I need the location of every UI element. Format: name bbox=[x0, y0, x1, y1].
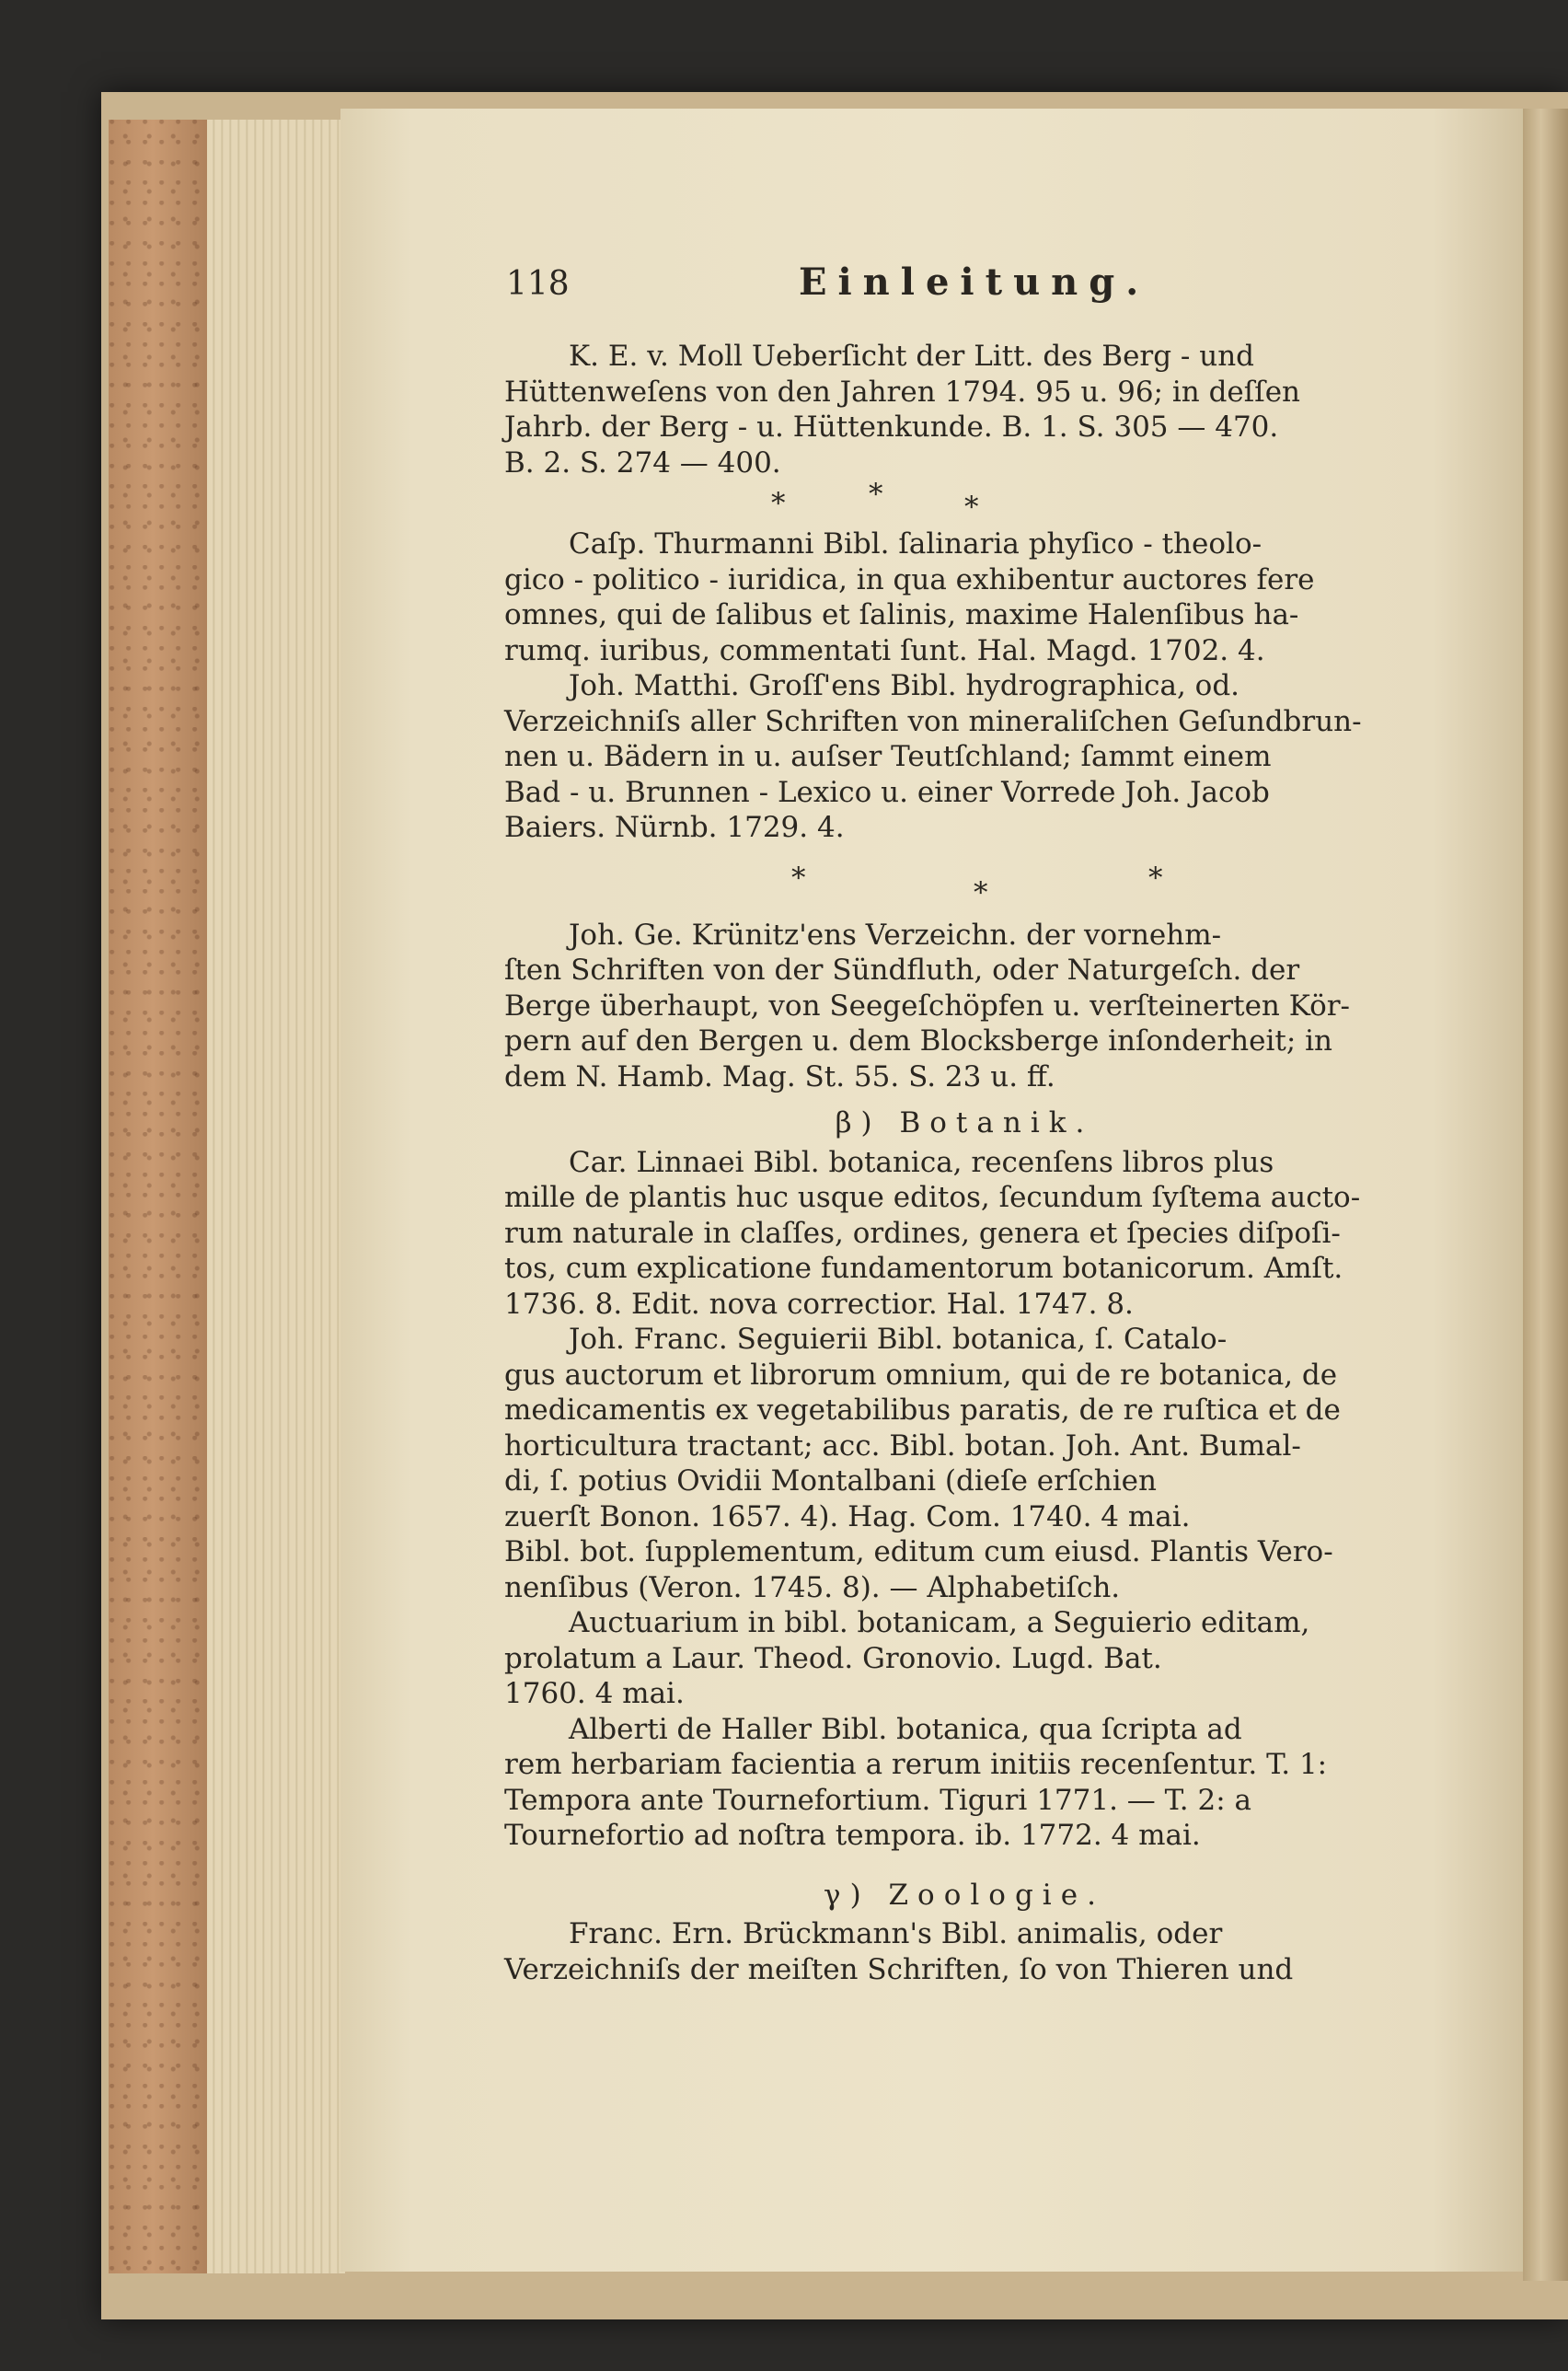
text-line: Caſp. Thurmanni Bibl. ſalinaria phyſico - theolo- bbox=[569, 527, 1262, 561]
text-line: Alberti de Haller Bibl. botanica, qua ſcripta ad bbox=[569, 1712, 1242, 1746]
text-line: Car. Linnaei Bibl. botanica, recenſens libros plus bbox=[569, 1145, 1274, 1179]
text-line: Tempora ante Tournefortium. Tiguri 1771. — T. 2: a bbox=[504, 1783, 1251, 1817]
text-line: Auctuarium in bibl. botanicam, a Seguierio editam, bbox=[569, 1606, 1310, 1639]
text-line: K. E. v. Moll Ueberſicht der Litt. des Berg - und bbox=[569, 340, 1255, 373]
asterisk: * bbox=[869, 478, 883, 511]
section-heading-zoologie: γ) Zoologie. bbox=[824, 1878, 1105, 1912]
text-line: 1760. 4 mai. bbox=[504, 1677, 685, 1710]
asterisk: * bbox=[791, 861, 806, 895]
asterisk: * bbox=[1148, 861, 1163, 895]
text-line: gus auctorum et librorum omnium, qui de re botanica, de bbox=[504, 1358, 1338, 1392]
facing-page-edge bbox=[1523, 109, 1568, 2281]
page-stack-edge bbox=[207, 120, 345, 2273]
entry-kruenitz bbox=[504, 918, 1424, 1095]
text-line: rumq. iuribus, commentati ſunt. Hal. Magd. 1702. 4. bbox=[504, 633, 1265, 667]
asterisk: * bbox=[964, 491, 979, 524]
asterism-separator bbox=[504, 850, 1424, 914]
asterisk: * bbox=[771, 487, 786, 520]
text-line: dem N. Hamb. Mag. St. 55. S. 23 u. ff. bbox=[504, 1059, 1055, 1093]
text-line: Baiers. Nürnb. 1729. 4. bbox=[504, 811, 845, 844]
text-line: horticultura tractant; acc. Bibl. botan. Joh. Ant. Bumal- bbox=[504, 1428, 1301, 1463]
text-line: Joh. Franc. Seguierii Bibl. botanica, ſ. Catalo- bbox=[569, 1323, 1228, 1356]
text-line: Verzeichniſs der meiſten Schriften, ſo von Thieren und bbox=[504, 1952, 1294, 1986]
text-line: Tournefortio ad noſtra tempora. ib. 1772. 4 mai. bbox=[504, 1819, 1201, 1852]
text-line: tos, cum explicatione fundamentorum botanicorum. Amſt. bbox=[504, 1252, 1343, 1285]
entries-botanik bbox=[504, 1145, 1424, 1854]
page-content bbox=[504, 258, 1424, 1987]
text-line: nen u. Bädern in u. auſser Teutſchland; ſammt einem bbox=[504, 740, 1272, 773]
text-line: 1736. 8. Edit. nova correctior. Hal. 1747. 8. bbox=[504, 1287, 1134, 1321]
asterisk: * bbox=[974, 875, 988, 909]
text-line: Verzeichniſs aller Schriften von mineraliſchen Geſundbrun- bbox=[504, 704, 1362, 738]
text-line: Joh. Ge. Krünitz'ens Verzeichn. der vornehm- bbox=[569, 918, 1222, 952]
text-line: medicamentis ex vegetabilibus paratis, de re ruſtica et de bbox=[504, 1394, 1341, 1427]
text-line: Jahrb. der Berg - u. Hüttenkunde. B. 1. S. 305 — 470. bbox=[504, 411, 1279, 444]
text-line: Bibl. bot. ſupplementum, editum cum eiusd. Plantis Vero- bbox=[504, 1535, 1333, 1568]
text-line: omnes, qui de ſalibus et ſalinis, maxime Halenſibus ha- bbox=[504, 598, 1299, 631]
text-line: Berge überhaupt, von Seegeſchöpfen u. verſteinerten Kör- bbox=[504, 989, 1351, 1023]
text-line: Hüttenweſens von den Jahren 1794. 95 u. 96; in deſſen bbox=[504, 375, 1301, 409]
text-line: Joh. Matthi. Groſſ'ens Bibl. hydrographica, od. bbox=[569, 669, 1240, 702]
text-line: Franc. Ern. Brückmann's Bibl. animalis, oder bbox=[569, 1917, 1223, 1950]
text-line: gico - politico - iuridica, in qua exhibentur auctores fere bbox=[504, 562, 1315, 596]
section-heading-botanik: β) Botanik. bbox=[835, 1106, 1094, 1139]
text-line: rem herbariam facientia a rerum initiis recenſentur. T. 1: bbox=[504, 1748, 1328, 1781]
text-line: di, ſ. potius Ovidii Montalbani (dieſe erſchien bbox=[504, 1464, 1157, 1498]
page-title: Einleitung. bbox=[799, 260, 1150, 304]
book-cover-edge bbox=[109, 120, 219, 2273]
text-line: rum naturale in claſſes, ordines, genera et ſpecies diſpoſi- bbox=[504, 1216, 1341, 1250]
entry-moll bbox=[504, 339, 1424, 480]
text-line: zuerſt Bonon. 1657. 4). Hag. Com. 1740. 4 mai. bbox=[504, 1499, 1191, 1533]
text-line: Bad - u. Brunnen - Lexico u. einer Vorrede Joh. Jacob bbox=[504, 775, 1270, 809]
page-number: 118 bbox=[506, 265, 570, 303]
text-line: pern auf den Bergen u. dem Blocksberge inſonderheit; in bbox=[504, 1024, 1332, 1058]
asterism-separator bbox=[504, 478, 1424, 524]
text-line: nenſibus (Veron. 1745. 8). — Alphabetiſch. bbox=[504, 1570, 1121, 1604]
page-header bbox=[504, 258, 1424, 322]
text-line: ſten Schriften von der Sündfluth, oder Naturgeſch. der bbox=[504, 954, 1300, 987]
entry-thurmann-gross bbox=[504, 526, 1424, 846]
entry-brueckmann bbox=[504, 1916, 1424, 1987]
text-line: mille de plantis huc usque editos, ſecundum ſyſtema aucto- bbox=[504, 1181, 1361, 1214]
text-line: prolatum a Laur. Theod. Gronovio. Lugd. Bat. bbox=[504, 1641, 1162, 1675]
text-line: B. 2. S. 274 — 400. bbox=[504, 445, 781, 480]
